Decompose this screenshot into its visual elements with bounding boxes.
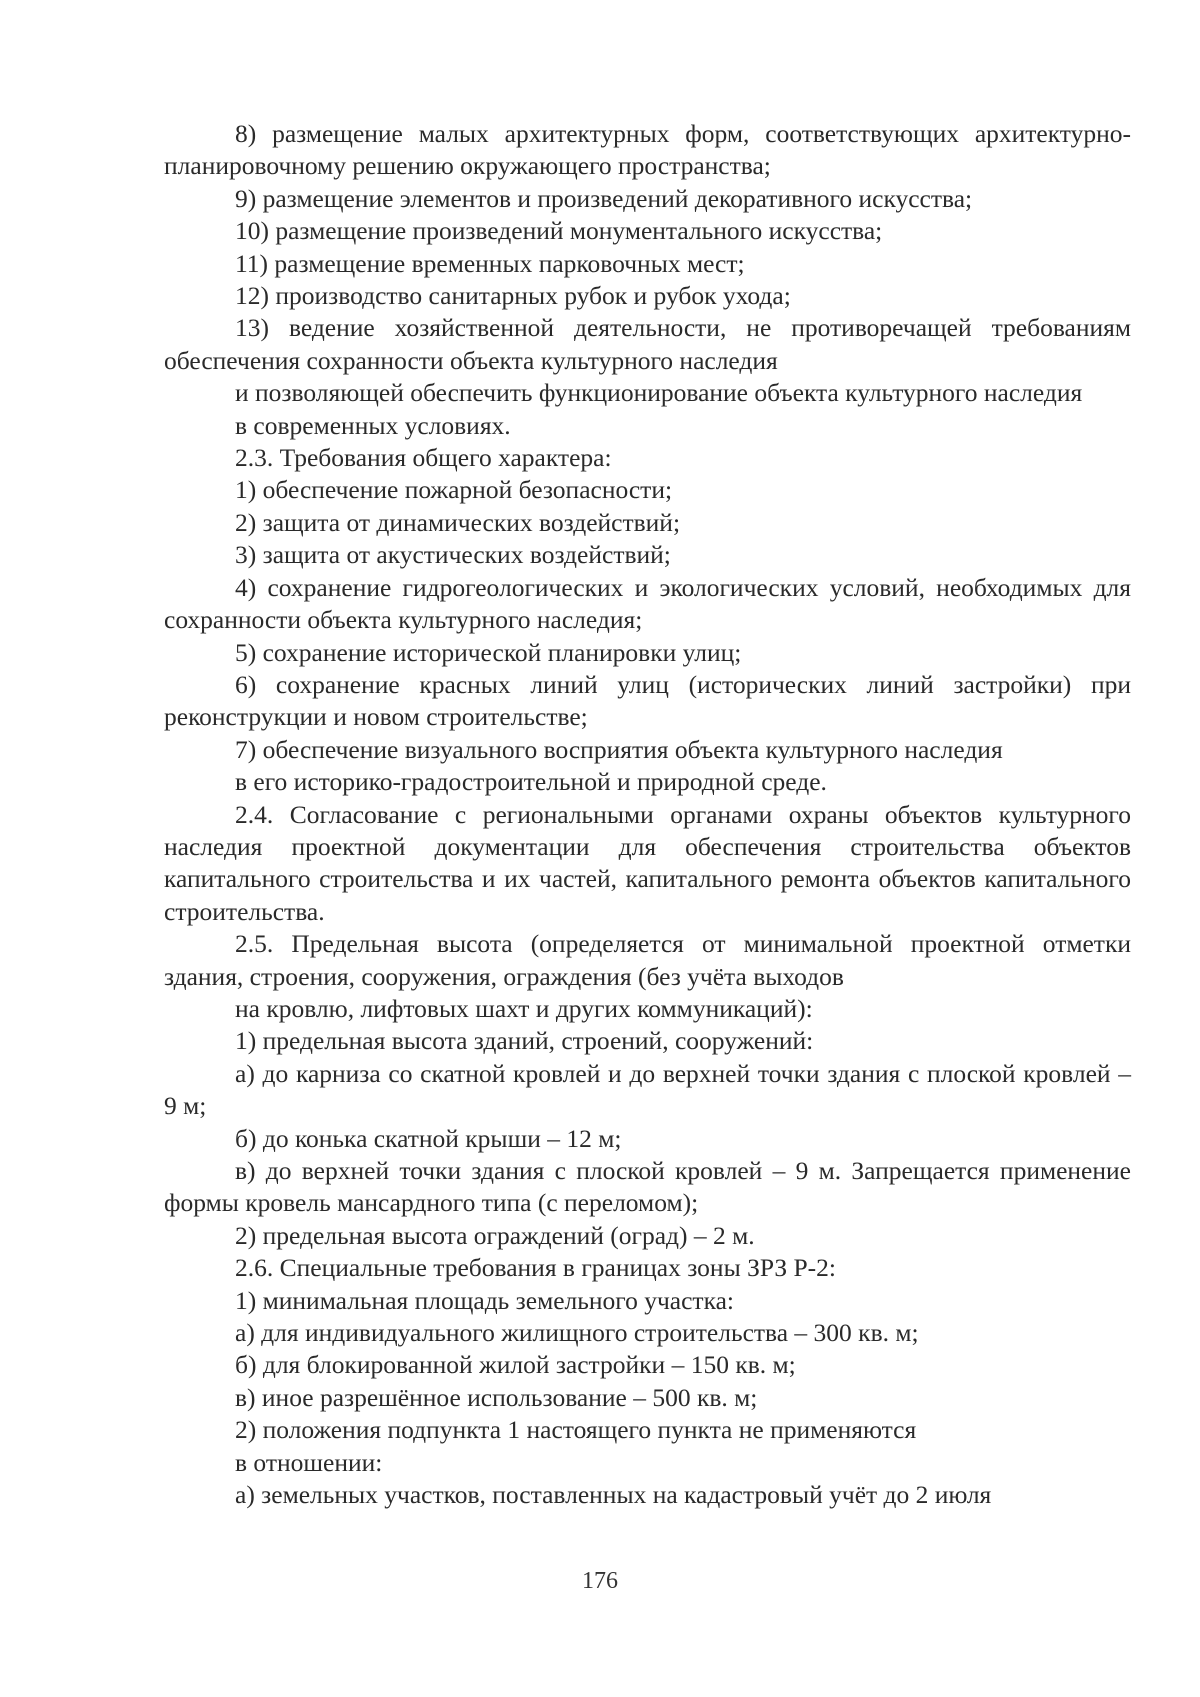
paragraph: 2.3. Требования общего характера: (235, 443, 612, 473)
paragraph: в) иное разрешённое использование – 500 кв. м; (235, 1382, 758, 1412)
paragraph: б) для блокированной жилой застройки – 150 кв. м; (235, 1350, 796, 1380)
paragraph: 5) сохранение исторической планировки улиц; (235, 637, 742, 667)
paragraph: на кровлю, лифтовых шахт и других коммуникаций): (235, 993, 813, 1023)
paragraph: б) до конька скатной крыши – 12 м; (235, 1123, 622, 1153)
paragraph: в отношении: (235, 1447, 383, 1477)
paragraph: 1) обеспечение пожарной безопасности; (235, 475, 673, 505)
paragraph: 6) сохранение красных линий улиц (исторических линий застройки) при реконструкции и новом строительстве; (164, 669, 1131, 732)
paragraph: 2.4. Согласование с региональными органами охраны объектов культурного наследия проектной документации для обеспечения строительства объектов капитального строительства и их частей, капитального ремонта объектов капитального строительства. (164, 799, 1131, 926)
paragraph: 1) предельная высота зданий, строений, сооружений: (235, 1026, 814, 1056)
paragraph: 2) предельная высота ограждений (оград) – 2 м. (235, 1220, 755, 1250)
paragraph: 8) размещение малых архитектурных форм, соответствующих архитектурно-планировочному решению окружающего пространства; (164, 119, 1131, 181)
paragraph: 4) сохранение гидрогеологических и экологических условий, необходимых для сохранности объекта культурного наследия; (164, 572, 1131, 635)
paragraph: 2) защита от динамических воздействий; (235, 507, 681, 537)
paragraph: а) земельных участков, поставленных на кадастровый учёт до 2 июля (235, 1480, 992, 1510)
paragraph: 12) производство санитарных рубок и рубок ухода; (235, 281, 791, 311)
page-number: 176 (582, 1568, 618, 1594)
paragraph: 11) размещение временных парковочных мест; (235, 248, 745, 278)
paragraph: в современных условиях. (235, 410, 511, 440)
paragraph: 2) положения подпункта 1 настоящего пункта не применяются (235, 1415, 917, 1445)
paragraph: 2.6. Специальные требования в границах зоны ЗРЗ Р-2: (235, 1253, 837, 1283)
paragraph: 9) размещение элементов и произведений декоративного искусства; (235, 183, 973, 213)
paragraph: 10) размещение произведений монументального искусства; (235, 216, 883, 246)
paragraph: и позволяющей обеспечить функционирование объекта культурного наследия (235, 378, 1083, 408)
document-body (164, 118, 1131, 1511)
paragraph: 2.5. Предельная высота (определяется от минимальной проектной отметки здания, строения, сооружения, ограждения (без учёта выходов (164, 929, 1131, 991)
paragraph: 1) минимальная площадь земельного участка: (235, 1285, 734, 1315)
paragraph: в его историко-градостроительной и природной среде. (235, 767, 827, 797)
paragraph: а) для индивидуального жилищного строительства – 300 кв. м; (235, 1318, 919, 1348)
paragraph: 7) обеспечение визуального восприятия объекта культурного наследия (235, 734, 1003, 764)
paragraph: 3) защита от акустических воздействий; (235, 540, 671, 570)
paragraph: а) до карниза со скатной кровлей и до верхней точки здания с плоской кровлей – 9 м; (164, 1058, 1131, 1121)
paragraph: 13) ведение хозяйственной деятельности, не противоречащей требованиям обеспечения сохранности объекта культурного наследия (164, 313, 1131, 375)
paragraph: в) до верхней точки здания с плоской кровлей – 9 м. Запрещается применение формы кровель мансардного типа (с переломом); (164, 1156, 1131, 1218)
